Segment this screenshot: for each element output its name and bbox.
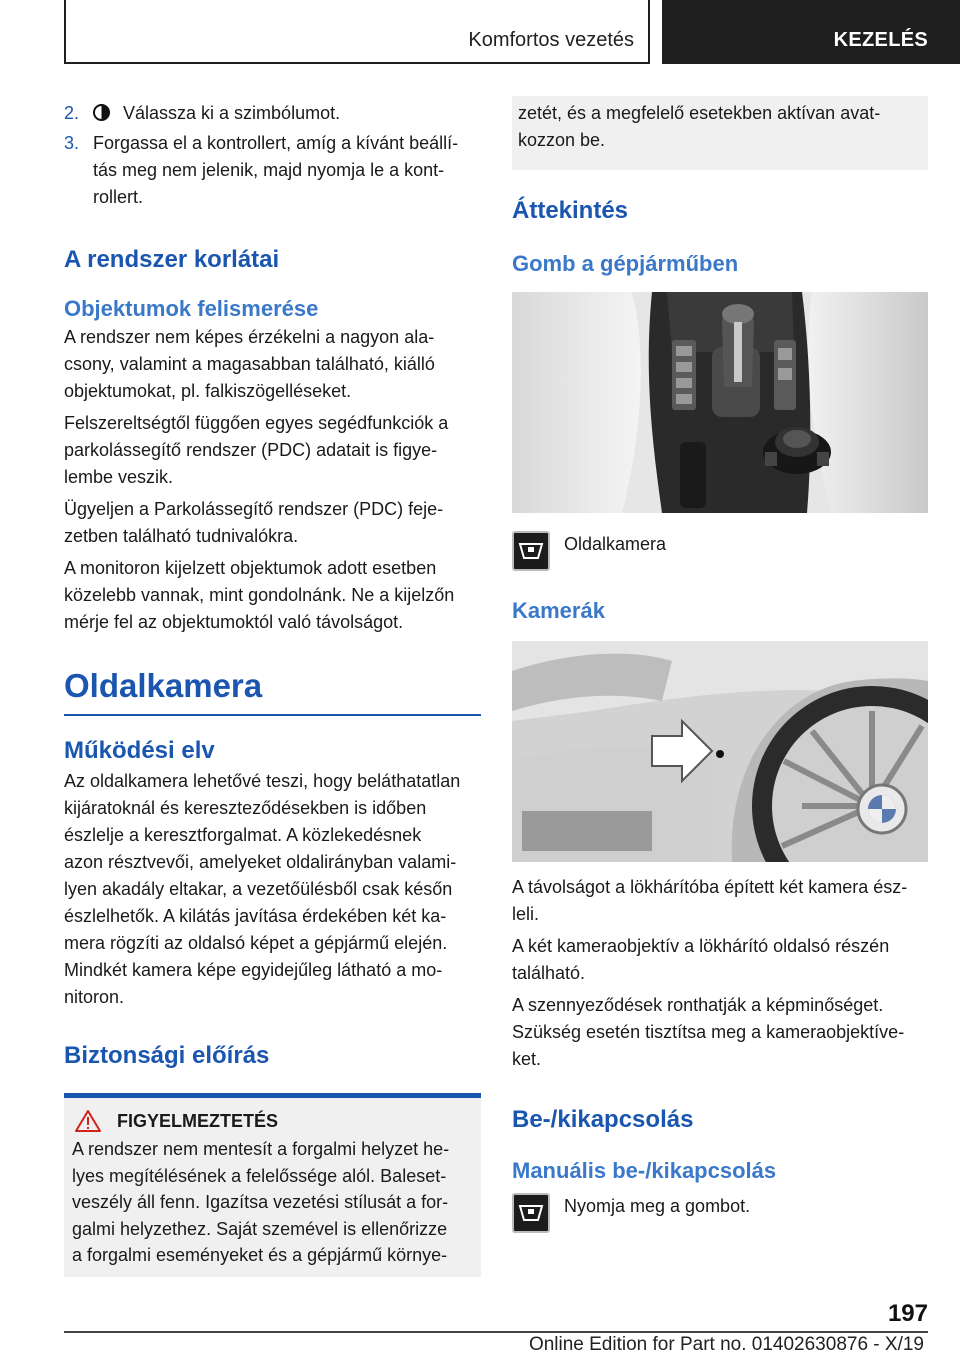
principle-heading: Működési elv: [64, 737, 215, 764]
step-text: Forgassa el a kontrollert, amíg a kívánt beállí- tás meg nem jelenik, majd nyomja le a kont- rollert.: [93, 133, 459, 207]
warning-continued-box: [512, 96, 928, 170]
page-number: 197: [887, 1300, 928, 1327]
limits-heading: A rendszer korlátai: [64, 246, 280, 273]
warning-text: A rendszer nem mentesít a forgalmi helyzet he- lyes megítélésének a felelőssége alól. Baleset- veszély áll fenn. Igazítsa vezetési stílusát a for- galmi helyzethez. Saját szemével is ellenőrizze a forgalmi eseményeket és a gépjármű környe-: [72, 1139, 450, 1265]
contrast-icon: [93, 104, 110, 121]
right-column: [512, 100, 928, 1233]
onoff-heading: Be-/kikapcsolás: [512, 1106, 694, 1133]
header-section-title: Komfortos vezetés: [468, 29, 634, 51]
cameras-paragraph: A szennyeződések ronthatják a képminőséget. Szükség esetén tisztítsa meg a kameraobjektíve- ket.: [512, 995, 905, 1069]
cameras-photo: [512, 641, 928, 862]
step-number: 3.: [64, 133, 80, 153]
cameras-heading: Kamerák: [512, 598, 605, 623]
warning-box: [64, 1098, 481, 1277]
principle-paragraph: Az oldalkamera lehetővé teszi, hogy beláthatatlan kijáratoknál és kereszteződésekben is időben észlelje a keresztforgalmat. A közlekedésnek azon résztvevői, amelyeket oldalirányban valami- lyen akadály eltakar, a vezetőülésből csak későn észlelhetők. A kilátás javítása érdekében két ka- mera rögzíti az oldalsó képet a gépjármű elején. Mindkét kamera képe egyidejűleg látható a mo- nitoron.: [64, 771, 461, 1007]
object-recognition-heading: Objektumok felismerése: [64, 296, 319, 321]
left-column: [64, 100, 481, 1277]
limits-paragraph: A monitoron kijelzett objektumok adott esetben közelebb vannak, mint gondolnánk. Ne a kijelzőn mérje fel az objektumoktól való távolságot.: [64, 558, 455, 632]
manual-onoff-row: [512, 1193, 928, 1233]
button-caption: Oldalkamera: [564, 534, 667, 554]
warning-triangle-icon: [75, 1110, 101, 1132]
overview-heading: Áttekintés: [512, 197, 629, 224]
step-number: 2.: [64, 103, 80, 123]
manual-onoff-text: Nyomja meg a gombot.: [564, 1196, 751, 1216]
console-photo: [512, 292, 928, 513]
step-3: [64, 130, 481, 211]
section-title: Oldalkamera: [64, 666, 481, 716]
button-heading: Gomb a gépjárműben: [512, 251, 739, 276]
limits-paragraph: Ügyeljen a Parkolássegítő rendszer (PDC) feje- zetben található tudnivalókra.: [64, 499, 444, 546]
warning-label: FIGYELMEZTETÉS: [117, 1111, 279, 1131]
warning-continued-text: zetét, és a megfelelő esetekben aktívan avat- kozzon be.: [518, 103, 881, 150]
step-2: [64, 100, 481, 127]
limits-paragraph: A rendszer nem képes érzékelni a nagyon ala- csony, valamint a magasabban található, kiálló objektumokat, pl. falkiszögelléseket.: [64, 327, 435, 401]
cameras-paragraph: A távolságot a lökhárítóba épített két kamera ész- leli.: [512, 877, 908, 924]
manual-onoff-heading: Manuális be-/kikapcsolás: [512, 1158, 777, 1183]
cameras-paragraph: A két kameraobjektív a lökhárító oldalsó részén található.: [512, 936, 890, 983]
button-caption-row: [512, 531, 928, 571]
footer-edition: Online Edition for Part no. 01402630876 - X/19: [528, 1334, 924, 1355]
side-camera-button-icon[interactable]: [512, 1193, 550, 1233]
step-text: Válassza ki a szimbólumot.: [123, 103, 341, 123]
header-chapter-title: KEZELÉS: [833, 29, 928, 51]
safety-heading: Biztonsági előírás: [64, 1042, 270, 1069]
limits-paragraph: Felszereltségtől függően egyes segédfunkciók a parkolássegítő rendszer (PDC) adatait is figye- lembe veszik.: [64, 413, 449, 487]
side-camera-button-icon[interactable]: [512, 531, 550, 571]
footer-rule: [64, 1331, 928, 1333]
